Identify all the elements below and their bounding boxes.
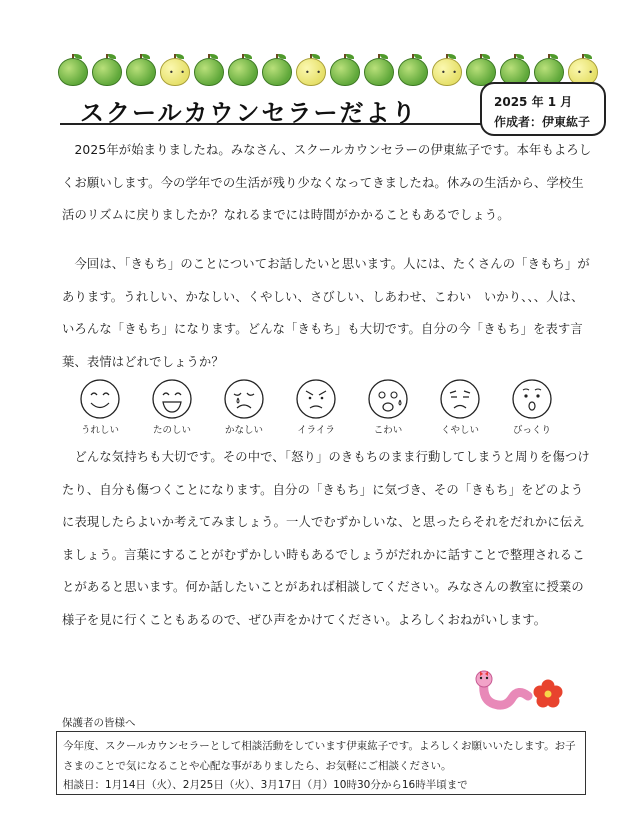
title-underline bbox=[60, 123, 500, 125]
yellow-apple-icon: • • bbox=[432, 54, 462, 86]
feelings-faces bbox=[70, 378, 580, 440]
happy-face-icon bbox=[79, 378, 121, 420]
consultation-schedule: 相談日：1月14日（火）、2月25日（火）、3月17日（月）10時30分から16時半頃まで bbox=[63, 779, 468, 791]
green-apple-icon bbox=[330, 54, 360, 86]
face-surprised bbox=[502, 378, 562, 436]
yellow-apple-icon: • • bbox=[296, 54, 326, 86]
face-scared bbox=[358, 378, 418, 436]
angry-face-icon bbox=[295, 378, 337, 420]
face-happy bbox=[70, 378, 130, 436]
paragraph-feelings: 今回は、「きもち」のことについてお話したいと思います。人には、たくさんの「きもち」があります。うれしい、かなしい、くやしい、さびしい、しあわせ、こわい いかり、、、人は、いろんな「きもち」になります。どんな「きもち」も大切です。自分の今「きもち」を表す言葉、表情はどれでしょうか？ bbox=[62, 257, 590, 369]
guardian-message: 今年度、スクールカウンセラーとして相談活動をしています伊東紘子です。よろしくお願いいたします。お子さまのことで気になることや心配な事がありましたら、お気軽にご相談ください。 bbox=[63, 740, 576, 772]
yellow-apple-icon: • • bbox=[160, 54, 190, 86]
issue-date: 2025 年 1 月 bbox=[494, 95, 573, 109]
face-label: こわい bbox=[373, 425, 403, 436]
face-label: びっくり bbox=[512, 425, 551, 436]
guardian-heading: 保護者の皆様へ bbox=[62, 717, 136, 729]
paragraph-greeting: 2025年が始まりましたね。みなさん、スクールカウンセラーの伊東紘子です。本年もよろしくお願いします。今の学年での生活が残り少なくなってきましたね。休みの生活から、学校生活のリズムに戻りましたか？なれるまでには時間がかかることもあるでしょう。 bbox=[62, 143, 592, 222]
face-frustrated bbox=[430, 378, 490, 436]
page-title: スクールカウンセラーだより bbox=[80, 99, 418, 127]
sad-face-icon bbox=[223, 378, 265, 420]
face-label: たのしい bbox=[152, 425, 191, 436]
green-apple-icon bbox=[92, 54, 122, 86]
face-label: くやしい bbox=[440, 425, 479, 436]
worm-icon bbox=[472, 668, 534, 712]
green-apple-icon bbox=[262, 54, 292, 86]
face-label: うれしい bbox=[80, 425, 119, 436]
author-name: 作成者：伊東紘子 bbox=[494, 115, 591, 129]
fun-face-icon bbox=[151, 378, 193, 420]
face-fun bbox=[142, 378, 202, 436]
face-angry bbox=[286, 378, 346, 436]
green-apple-icon bbox=[398, 54, 428, 86]
paragraph-anger: どんな気持ちも大切です。その中で、「怒り」のきもちのまま行動してしまうと周りを傷つけたり、自分も傷つくことになります。自分の「きもち」に気づき、その「きもち」をどのように表現したらよいか考えてみましょう。一人でむずかしいな、と思ったらそれをだれかに伝えましょう。言葉にすることがむずかしい時もあるでしょうがだれかに話すことで整理されることがあると思います。何か話したいことがあれば相談してください。みなさんの教室に授業の様子を見に行くこともあるので、ぜひ声をかけてください。よろしくおねがいします。 bbox=[62, 450, 590, 627]
green-apple-icon bbox=[364, 54, 394, 86]
green-apple-icon bbox=[228, 54, 258, 86]
green-apple-icon bbox=[126, 54, 156, 86]
date-author-box bbox=[480, 82, 606, 136]
green-apple-icon bbox=[194, 54, 224, 86]
face-label: イライラ bbox=[297, 425, 335, 436]
guardian-notice-box bbox=[56, 731, 586, 795]
scared-face-icon bbox=[367, 378, 409, 420]
frustrated-face-icon bbox=[439, 378, 481, 420]
face-sad bbox=[214, 378, 274, 436]
plum-flower-icon bbox=[533, 679, 563, 709]
face-label: かなしい bbox=[224, 425, 263, 436]
surprised-face-icon bbox=[511, 378, 553, 420]
green-apple-icon bbox=[58, 54, 88, 86]
yellow-apple-icon: • • bbox=[568, 54, 598, 86]
